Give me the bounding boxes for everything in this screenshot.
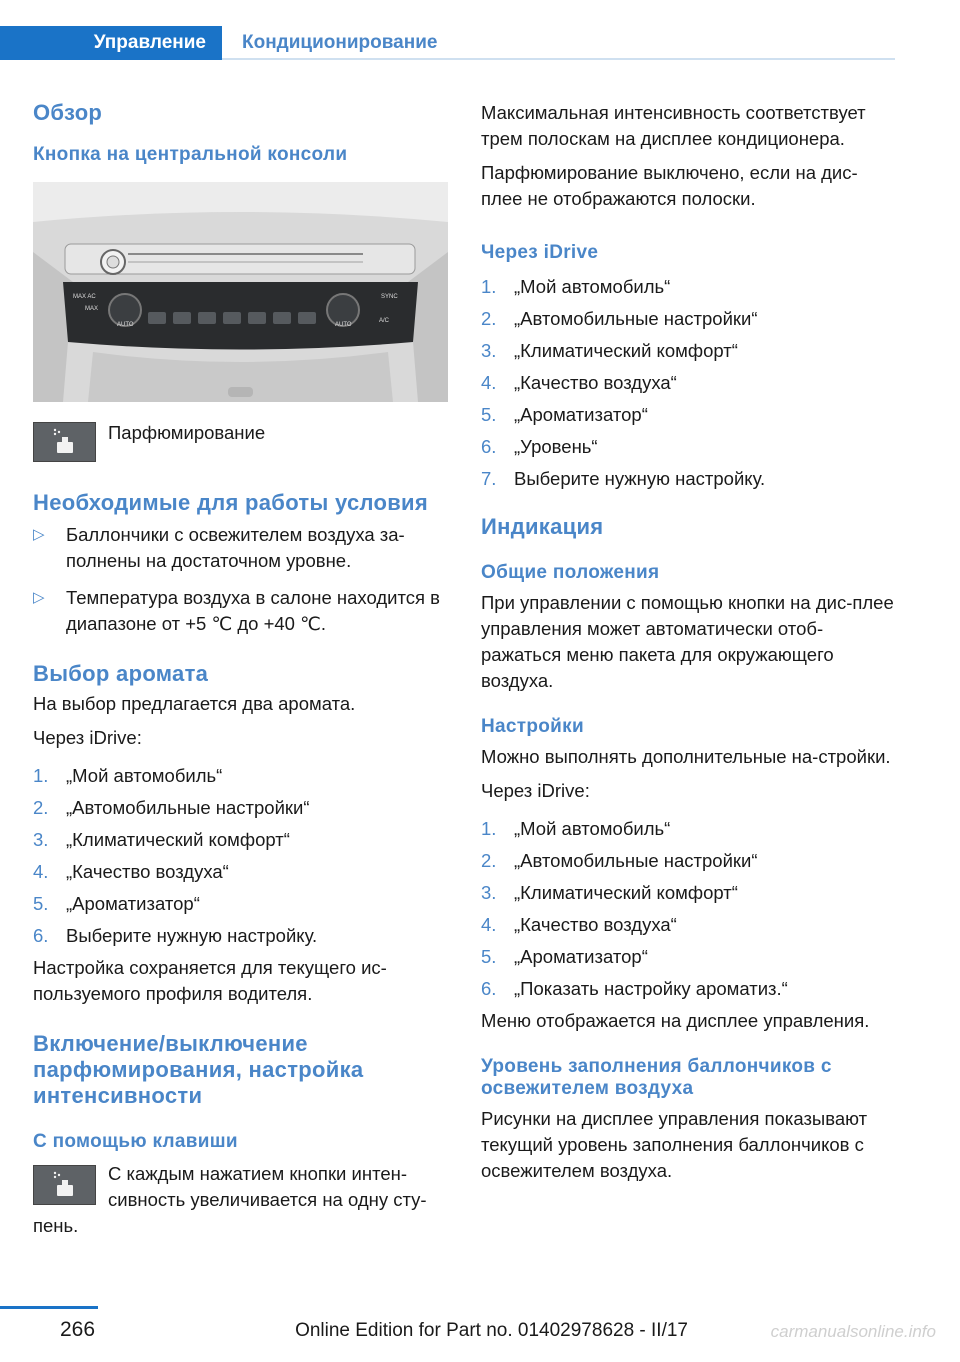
list-item: 3. „Климатический комфорт“: [481, 882, 738, 903]
button-text: С каждым нажатием кнопки интен-сивность увеличивается на одну сту-пень.: [33, 1163, 427, 1236]
list-item: 2. „Автомобильные настройки“: [33, 797, 310, 818]
aroma-note: Настройка сохраняется для текущего ис-пользуемого профиля водителя.: [33, 957, 387, 1004]
panel-label-auto-right: AUTO: [335, 322, 352, 328]
list-item: 6. „Уровень“: [481, 436, 598, 457]
climate-panel-illustration: [33, 182, 448, 402]
button-subtitle: С помощью клавиши: [33, 1131, 238, 1152]
conditions-title: Необходимые для работы условия: [33, 490, 428, 515]
idrive-steps: [481, 274, 896, 492]
via-idrive-label: Через iDrive:: [33, 727, 142, 748]
list-item: ▷ Температура воздуха в салоне находится в диапазоне от +5 ℃ до +40 ℃.: [33, 587, 440, 634]
tab-upravlenie[interactable]: Управление: [0, 26, 222, 60]
console-photo: [33, 182, 448, 402]
panel-label-ac: A/C: [379, 318, 390, 324]
toggle-title: Включение/выключение парфюмирования, настройка интенсивности: [33, 1031, 364, 1108]
list-item: 5. „Ароматизатор“: [481, 404, 648, 425]
page-number: 266: [60, 1318, 96, 1341]
list-item: 5. „Ароматизатор“: [481, 946, 648, 967]
footer-accent-line: [0, 1306, 98, 1309]
via-idrive-title: Через iDrive: [481, 242, 599, 263]
triangle-bullet-icon: ▷: [33, 589, 45, 606]
right-column: [481, 100, 896, 1184]
settings-note: Меню отображается на дисплее управления.: [481, 1010, 870, 1031]
settings-steps: [481, 816, 896, 1002]
intensity-text-2: Парфюмирование выключено, если на дис-плее не отображаются полоски.: [481, 162, 858, 209]
aroma-intro: На выбор предлагается два аромата.: [33, 693, 356, 714]
perfume-button-icon: [33, 1165, 96, 1205]
perfume-icon-label: Парфюмирование: [108, 422, 266, 443]
conditions-list: [33, 522, 448, 637]
list-item: 6. „Показать настройку ароматиз.“: [481, 978, 788, 999]
list-item: 6. Выберите нужную настройку.: [33, 925, 318, 946]
console-subtitle: Кнопка на центральной консоли: [33, 144, 348, 165]
list-item: 4. „Качество воздуха“: [481, 914, 677, 935]
triangle-bullet-icon: ▷: [33, 526, 45, 543]
settings-text: Можно выполнять дополнительные на-стройки.: [481, 746, 891, 767]
list-item: 2. „Автомобильные настройки“: [481, 308, 758, 329]
settings-subtitle: Настройки: [481, 716, 584, 737]
panel-label-sync: SYNC: [381, 294, 398, 300]
list-item: 1. „Мой автомобиль“: [481, 276, 671, 297]
list-item: 3. „Климатический комфорт“: [481, 340, 738, 361]
panel-label-max: MAX: [85, 306, 99, 312]
panel-label-max-ac: MAX AC: [73, 294, 96, 300]
perfume-icon-row: [33, 422, 448, 462]
button-text-block: [33, 1161, 448, 1239]
list-item: 4. „Качество воздуха“: [481, 372, 677, 393]
level-text: Рисунки на дисплее управления показывают текущий уровень заполнения баллончиков с освежителем воздуха.: [481, 1108, 868, 1181]
list-item: 3. „Климатический комфорт“: [33, 829, 290, 850]
list-item: 7. Выберите нужную настройку.: [481, 468, 766, 489]
left-column: [33, 100, 448, 1239]
display-title: Индикация: [481, 514, 604, 539]
perfume-icon: [33, 422, 96, 462]
panel-label-auto-left: AUTO: [117, 322, 134, 328]
list-item: 2. „Автомобильные настройки“: [481, 850, 758, 871]
tab-konditsionirovanie[interactable]: Кондиционирование: [242, 32, 438, 53]
level-subtitle: Уровень заполнения баллончиков с освежителем воздуха: [481, 1056, 832, 1099]
list-item: ▷ Баллончики с освежителем воздуха за-полнены на достаточном уровне.: [33, 524, 405, 571]
intensity-text-1: Максимальная интенсивность соответствует трем полоскам на дисплее кондиционера.: [481, 102, 866, 149]
overview-title: Обзор: [33, 100, 103, 125]
general-text: При управлении с помощью кнопки на дис-плее управления может автоматически отоб-ражаться меню пакета для окружающего воздуха.: [481, 592, 894, 691]
list-item: 5. „Ароматизатор“: [33, 893, 200, 914]
header-tabs: [0, 26, 895, 60]
header-divider: [222, 58, 895, 60]
list-item: 1. „Мой автомобиль“: [33, 765, 223, 786]
edition-text: Online Edition for Part no. 01402978628 - II/17: [295, 1320, 688, 1341]
aroma-title: Выбор аромата: [33, 661, 209, 686]
list-item: 1. „Мой автомобиль“: [481, 818, 671, 839]
watermark: carmanualsonline.info: [770, 1322, 936, 1341]
aroma-steps: [33, 763, 448, 949]
via-idrive-label-right: Через iDrive:: [481, 780, 590, 801]
list-item: 4. „Качество воздуха“: [33, 861, 229, 882]
general-subtitle: Общие положения: [481, 562, 660, 583]
